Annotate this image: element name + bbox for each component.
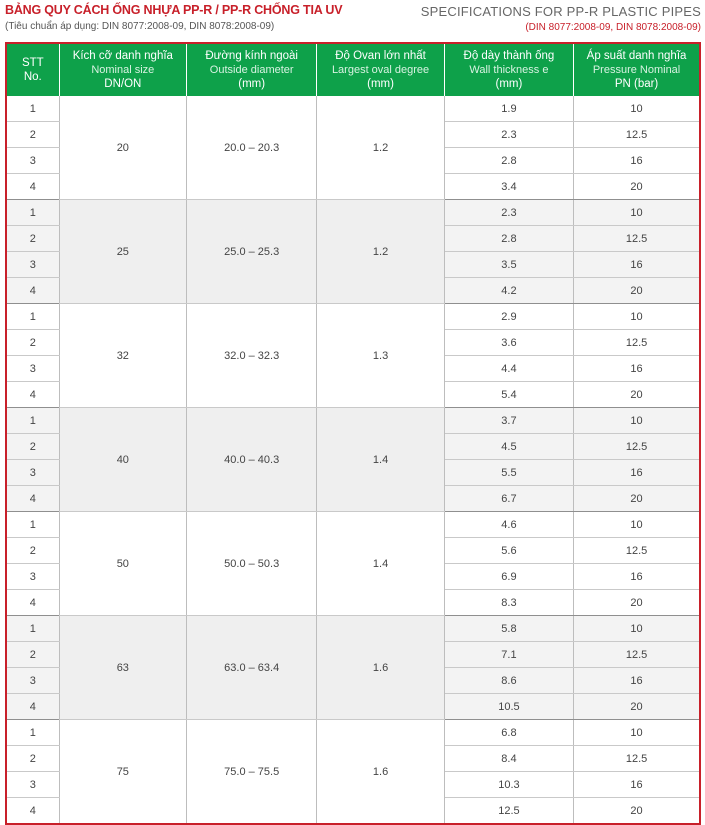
cell-wall-thickness: 4.4 bbox=[444, 356, 573, 382]
table-row bbox=[6, 304, 700, 330]
cell-oval-degree: 1.6 bbox=[317, 720, 444, 825]
cell-outside-diameter: 50.0 – 50.3 bbox=[187, 512, 317, 616]
table-row bbox=[6, 720, 700, 746]
title-vietnamese: BẢNG QUY CÁCH ỐNG NHỰA PP-R / PP-R CHỐNG TIA UV bbox=[5, 3, 343, 17]
cell-nominal-size: 32 bbox=[59, 304, 186, 408]
cell-no: 1 bbox=[6, 512, 59, 538]
size-group bbox=[6, 616, 700, 720]
cell-no: 4 bbox=[6, 486, 59, 512]
cell-outside-diameter: 32.0 – 32.3 bbox=[187, 304, 317, 408]
cell-no: 1 bbox=[6, 616, 59, 642]
cell-pressure-nominal: 20 bbox=[574, 798, 700, 825]
cell-outside-diameter: 40.0 – 40.3 bbox=[187, 408, 317, 512]
cell-pressure-nominal: 20 bbox=[574, 590, 700, 616]
table-row bbox=[6, 616, 700, 642]
cell-no: 3 bbox=[6, 668, 59, 694]
column-header-outside-diameter: Đường kính ngoài Outside diameter (mm) bbox=[187, 43, 317, 96]
column-header-oval-degree: Độ Ovan lớn nhất Largest oval degree (mm) bbox=[317, 43, 444, 96]
cell-no: 1 bbox=[6, 200, 59, 226]
cell-oval-degree: 1.6 bbox=[317, 616, 444, 720]
cell-pressure-nominal: 10 bbox=[574, 96, 700, 122]
cell-no: 3 bbox=[6, 772, 59, 798]
cell-pressure-nominal: 20 bbox=[574, 694, 700, 720]
cell-wall-thickness: 1.9 bbox=[444, 96, 573, 122]
cell-no: 4 bbox=[6, 798, 59, 825]
cell-no: 4 bbox=[6, 382, 59, 408]
cell-wall-thickness: 6.7 bbox=[444, 486, 573, 512]
cell-oval-degree: 1.4 bbox=[317, 408, 444, 512]
cell-no: 2 bbox=[6, 226, 59, 252]
cell-wall-thickness: 2.8 bbox=[444, 148, 573, 174]
cell-wall-thickness: 5.4 bbox=[444, 382, 573, 408]
size-group bbox=[6, 200, 700, 304]
cell-wall-thickness: 10.5 bbox=[444, 694, 573, 720]
cell-wall-thickness: 10.3 bbox=[444, 772, 573, 798]
cell-nominal-size: 20 bbox=[59, 96, 186, 200]
cell-pressure-nominal: 10 bbox=[574, 408, 700, 434]
cell-no: 2 bbox=[6, 642, 59, 668]
cell-no: 2 bbox=[6, 434, 59, 460]
cell-wall-thickness: 5.6 bbox=[444, 538, 573, 564]
cell-wall-thickness: 2.8 bbox=[444, 226, 573, 252]
cell-no: 4 bbox=[6, 590, 59, 616]
cell-pressure-nominal: 12.5 bbox=[574, 226, 700, 252]
cell-pressure-nominal: 20 bbox=[574, 278, 700, 304]
cell-pressure-nominal: 20 bbox=[574, 174, 700, 200]
cell-no: 2 bbox=[6, 122, 59, 148]
cell-oval-degree: 1.4 bbox=[317, 512, 444, 616]
column-header-wall-thickness: Độ dày thành ống Wall thickness e (mm) bbox=[444, 43, 573, 96]
cell-pressure-nominal: 10 bbox=[574, 200, 700, 226]
cell-wall-thickness: 2.9 bbox=[444, 304, 573, 330]
table-row bbox=[6, 408, 700, 434]
cell-pressure-nominal: 12.5 bbox=[574, 746, 700, 772]
cell-no: 4 bbox=[6, 174, 59, 200]
size-group bbox=[6, 96, 700, 200]
cell-no: 2 bbox=[6, 330, 59, 356]
cell-nominal-size: 50 bbox=[59, 512, 186, 616]
cell-pressure-nominal: 10 bbox=[574, 304, 700, 330]
cell-wall-thickness: 5.5 bbox=[444, 460, 573, 486]
cell-no: 1 bbox=[6, 96, 59, 122]
cell-no: 3 bbox=[6, 564, 59, 590]
title-english: SPECIFICATIONS FOR PP-R PLASTIC PIPES bbox=[420, 4, 701, 19]
page-header bbox=[0, 0, 705, 42]
size-group bbox=[6, 720, 700, 825]
cell-nominal-size: 75 bbox=[59, 720, 186, 825]
cell-wall-thickness: 4.5 bbox=[444, 434, 573, 460]
standard-vietnamese: (Tiêu chuẩn áp dụng: DIN 8077:2008-09, DIN 8078:2008-09) bbox=[5, 21, 275, 32]
cell-oval-degree: 1.2 bbox=[317, 200, 444, 304]
size-group bbox=[6, 304, 700, 408]
cell-pressure-nominal: 16 bbox=[574, 252, 700, 278]
cell-outside-diameter: 63.0 – 63.4 bbox=[187, 616, 317, 720]
cell-no: 3 bbox=[6, 252, 59, 278]
cell-wall-thickness: 2.3 bbox=[444, 200, 573, 226]
cell-no: 3 bbox=[6, 460, 59, 486]
cell-nominal-size: 63 bbox=[59, 616, 186, 720]
table-header bbox=[6, 43, 700, 96]
cell-pressure-nominal: 12.5 bbox=[574, 122, 700, 148]
cell-wall-thickness: 7.1 bbox=[444, 642, 573, 668]
cell-pressure-nominal: 12.5 bbox=[574, 434, 700, 460]
cell-wall-thickness: 3.5 bbox=[444, 252, 573, 278]
cell-pressure-nominal: 16 bbox=[574, 772, 700, 798]
column-header-no: STT No. bbox=[6, 43, 59, 96]
cell-wall-thickness: 6.9 bbox=[444, 564, 573, 590]
table-row bbox=[6, 96, 700, 122]
cell-pressure-nominal: 12.5 bbox=[574, 538, 700, 564]
cell-no: 1 bbox=[6, 408, 59, 434]
column-header-pressure-nominal: Áp suất danh nghĩa Pressure Nominal PN (bar) bbox=[574, 43, 700, 96]
cell-oval-degree: 1.3 bbox=[317, 304, 444, 408]
cell-wall-thickness: 12.5 bbox=[444, 798, 573, 825]
cell-pressure-nominal: 20 bbox=[574, 486, 700, 512]
cell-no: 2 bbox=[6, 538, 59, 564]
cell-no: 2 bbox=[6, 746, 59, 772]
cell-wall-thickness: 3.7 bbox=[444, 408, 573, 434]
cell-wall-thickness: 4.6 bbox=[444, 512, 573, 538]
cell-wall-thickness: 8.4 bbox=[444, 746, 573, 772]
cell-wall-thickness: 2.3 bbox=[444, 122, 573, 148]
cell-pressure-nominal: 16 bbox=[574, 564, 700, 590]
cell-pressure-nominal: 12.5 bbox=[574, 642, 700, 668]
cell-pressure-nominal: 10 bbox=[574, 616, 700, 642]
standard-english: (DIN 8077:2008-09, DIN 8078:2008-09) bbox=[525, 22, 701, 33]
column-header-nominal-size: Kích cỡ danh nghĩa Nominal size DN/ON bbox=[59, 43, 186, 96]
cell-pressure-nominal: 20 bbox=[574, 382, 700, 408]
cell-wall-thickness: 8.6 bbox=[444, 668, 573, 694]
cell-outside-diameter: 20.0 – 20.3 bbox=[187, 96, 317, 200]
cell-pressure-nominal: 16 bbox=[574, 356, 700, 382]
table-row bbox=[6, 200, 700, 226]
table-row bbox=[6, 512, 700, 538]
cell-pressure-nominal: 10 bbox=[574, 512, 700, 538]
cell-wall-thickness: 3.4 bbox=[444, 174, 573, 200]
cell-pressure-nominal: 16 bbox=[574, 668, 700, 694]
size-group bbox=[6, 408, 700, 512]
cell-no: 3 bbox=[6, 148, 59, 174]
cell-pressure-nominal: 16 bbox=[574, 148, 700, 174]
cell-no: 1 bbox=[6, 304, 59, 330]
cell-no: 4 bbox=[6, 694, 59, 720]
cell-no: 4 bbox=[6, 278, 59, 304]
size-group bbox=[6, 512, 700, 616]
cell-nominal-size: 25 bbox=[59, 200, 186, 304]
cell-nominal-size: 40 bbox=[59, 408, 186, 512]
cell-pressure-nominal: 12.5 bbox=[574, 330, 700, 356]
cell-wall-thickness: 3.6 bbox=[444, 330, 573, 356]
cell-wall-thickness: 5.8 bbox=[444, 616, 573, 642]
cell-no: 1 bbox=[6, 720, 59, 746]
cell-oval-degree: 1.2 bbox=[317, 96, 444, 200]
cell-outside-diameter: 75.0 – 75.5 bbox=[187, 720, 317, 825]
cell-wall-thickness: 8.3 bbox=[444, 590, 573, 616]
spec-table bbox=[5, 42, 701, 825]
cell-no: 3 bbox=[6, 356, 59, 382]
cell-outside-diameter: 25.0 – 25.3 bbox=[187, 200, 317, 304]
cell-pressure-nominal: 16 bbox=[574, 460, 700, 486]
cell-wall-thickness: 6.8 bbox=[444, 720, 573, 746]
cell-pressure-nominal: 10 bbox=[574, 720, 700, 746]
cell-wall-thickness: 4.2 bbox=[444, 278, 573, 304]
